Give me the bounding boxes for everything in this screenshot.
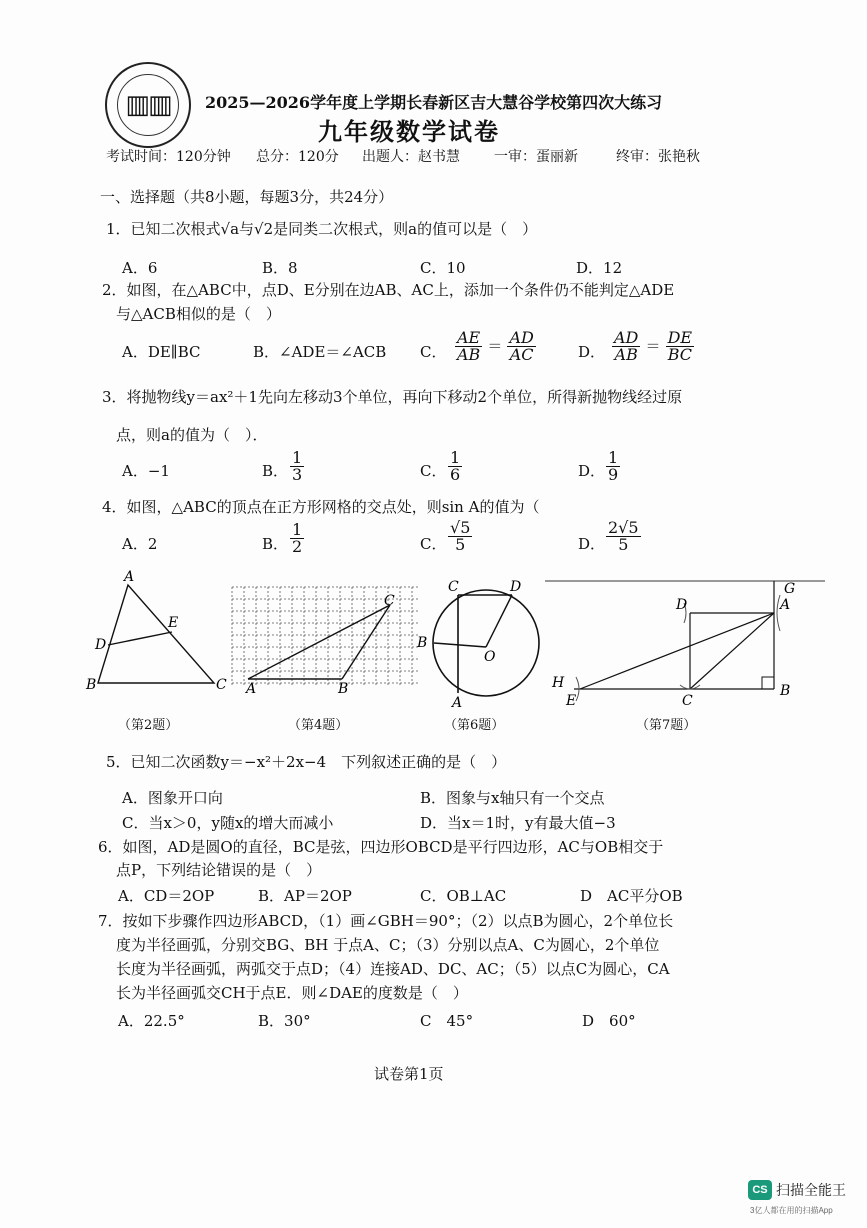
- camscanner-logo-icon: CS: [748, 1180, 772, 1200]
- fraction: [448, 520, 472, 553]
- fraction: [507, 330, 535, 363]
- section-heading: 一、选择题（共8小题，每题3分，共24分）: [100, 188, 394, 206]
- q1-option-b: B．8: [262, 259, 298, 277]
- triangle-abc: [98, 585, 214, 683]
- segment-bo: [434, 643, 486, 647]
- seal-center: [117, 74, 179, 136]
- question-7-stem-line4: 长为半径画弧交CH于点E．则∠DAE的度数是（ ）: [116, 984, 468, 1002]
- exam-time: 考试时间：120分钟: [106, 149, 231, 165]
- denominator: AB: [614, 345, 638, 364]
- q4-option-d: D．: [578, 535, 606, 553]
- q3-option-b: B．: [262, 462, 289, 480]
- q6-option-a: A．CD＝2OP: [118, 887, 215, 905]
- figure-6-caption: （第6题）: [444, 718, 505, 733]
- q3-option-c: C．: [420, 462, 447, 480]
- label-b: B: [780, 683, 791, 699]
- label-h: H: [552, 675, 565, 691]
- q6-option-b: B．AP＝2OP: [258, 887, 352, 905]
- segment-bc: [342, 605, 390, 679]
- exam-subtitle: 九年级数学试卷: [318, 117, 500, 146]
- fraction: [448, 450, 462, 483]
- numerator: 1: [292, 448, 303, 467]
- q4-option-c-value: [448, 520, 472, 553]
- denominator: AB: [456, 345, 481, 364]
- label-a: A: [780, 597, 791, 613]
- question-3-stem: 3．将抛物线y＝ax²＋1先向左移动3个单位，再向下移动2个单位，所得新抛物线经过原: [102, 388, 683, 406]
- numerator: AD: [509, 328, 534, 347]
- fraction: [455, 330, 482, 363]
- numerator: 1: [292, 520, 303, 539]
- figure-2-triangle: [85, 569, 227, 693]
- figure-4-grid: [232, 587, 418, 697]
- denominator: AC: [509, 345, 534, 364]
- label-e: E: [566, 693, 577, 709]
- fraction: [606, 450, 620, 483]
- label-b: B: [86, 677, 97, 693]
- label-c: C: [216, 677, 227, 693]
- circle-o: [433, 590, 539, 696]
- q4-option-b-value: [290, 522, 304, 555]
- q4-option-c: C．: [420, 535, 447, 553]
- question-7-stem: 7．按如下步骤作四边形ABCD，（1）画∠GBH＝90°；（2）以点B为圆心，2个单位长: [98, 912, 674, 930]
- denominator: BC: [667, 345, 692, 364]
- q5-option-c: C．当x＞0，y随x的增大而减小: [122, 814, 334, 832]
- camscanner-tagline: 3亿人都在用的扫描App: [750, 1206, 833, 1215]
- denominator: 5: [455, 535, 466, 554]
- q2-option-d: D．: [578, 343, 606, 361]
- question-6-stem: 6．如图，AD是圆O的直径，BC是弦，四边形OBCD是平行四边形，AC与OB相交于: [98, 838, 664, 856]
- numerator: 1: [450, 448, 461, 467]
- segment-ac: [248, 605, 390, 679]
- denominator: 2: [292, 537, 303, 556]
- numerator: AE: [457, 328, 481, 347]
- figure-7-caption: （第7题）: [636, 718, 697, 733]
- label-d: D: [510, 579, 522, 595]
- denominator: 3: [292, 465, 303, 484]
- label-c: C: [448, 579, 459, 595]
- label-d: D: [676, 597, 688, 613]
- q4-option-b: B．: [262, 535, 289, 553]
- q1-option-d: D．12: [576, 259, 623, 277]
- label-b: B: [417, 635, 428, 651]
- q2-option-b: B．∠ADE＝∠ACB: [253, 343, 387, 361]
- figure-6-circle: [416, 579, 539, 711]
- denominator: 9: [608, 465, 619, 484]
- q6-option-c: C．OB⊥AC: [420, 887, 507, 905]
- segment-ea: [580, 613, 774, 689]
- q5-option-b: B．图象与x轴只有一个交点: [420, 789, 605, 807]
- exam-title: 2025—2026学年度上学期长春新区吉大慧谷学校第四次大练习: [205, 93, 663, 112]
- segment-de: [108, 632, 172, 645]
- exam-score: 总分：120分: [256, 149, 339, 165]
- label-d: D: [95, 637, 107, 653]
- numerator: 2√5: [608, 518, 639, 537]
- q3-option-b-value: [290, 450, 304, 483]
- q5-option-d: D．当x＝1时，y有最大值−3: [420, 814, 616, 832]
- camscanner-name: 扫描全能王: [776, 1182, 846, 1198]
- q1-option-a: A．6: [122, 259, 158, 277]
- question-2-stem-cont: 与△ACB相似的是（ ）: [116, 305, 281, 323]
- label-c: C: [384, 593, 395, 609]
- label-e: E: [168, 615, 179, 631]
- figure-2-caption: （第2题）: [118, 718, 179, 733]
- fraction: [606, 520, 641, 553]
- fraction: [290, 522, 304, 555]
- q6-option-d: D AC平分OB: [580, 887, 683, 905]
- q2-option-c-expr: $\frac{AE}{AB}$ ＝ $\frac{AD}{AC}$: [456, 328, 534, 364]
- segment-ca: [690, 613, 774, 689]
- exam-author: 出题人：赵书慧: [362, 149, 460, 165]
- figures-row: [80, 565, 840, 715]
- final-reviewer: 终审：张艳秋: [616, 149, 700, 165]
- label-a: A: [124, 569, 135, 585]
- q3-option-a: A．−1: [122, 462, 170, 480]
- seal-emblem-icon: ▥▥: [125, 90, 171, 120]
- q4-option-d-value: [606, 520, 641, 553]
- figure-4-caption: （第4题）: [288, 718, 349, 733]
- numerator: AD: [614, 328, 639, 347]
- q2-option-c: C．: [420, 343, 447, 361]
- q7-option-c: C 45°: [420, 1012, 474, 1030]
- right-angle-mark: [762, 677, 774, 689]
- question-7-stem-line2: 度为半径画弧，分别交BG、BH 于点A、C；（3）分别以点A、C为圆心，2个单位: [116, 936, 660, 954]
- q3-option-d: D．: [578, 462, 606, 480]
- question-4-stem: 4．如图，△ABC的顶点在正方形网格的交点处，则sin A的值为（: [102, 498, 540, 516]
- q3-option-d-value: [606, 450, 620, 483]
- segment-do: [486, 595, 512, 647]
- q7-option-d: D 60°: [582, 1012, 636, 1030]
- question-6-stem-cont: 点P，下列结论错误的是（ ）: [116, 861, 322, 879]
- denominator: 6: [450, 465, 461, 484]
- question-2-stem: 2．如图，在△ABC中，点D、E分别在边AB、AC上，添加一个条件仍不能判定△ADE: [102, 281, 675, 299]
- question-5-stem: 5．已知二次函数y＝−x²＋2x−4 下列叙述正确的是（ ）: [106, 753, 507, 771]
- q2-option-d-expr: $\frac{AD}{AB}$ ＝ $\frac{DE}{BC}$: [614, 328, 693, 364]
- first-reviewer: 一审：蛋丽新: [494, 149, 578, 165]
- q3-option-c-value: [448, 450, 462, 483]
- question-7-stem-line3: 长度为半径画弧，两弧交于点D；（4）连接AD、DC、AC；（5）以点C为圆心，CA: [116, 960, 670, 978]
- label-a: A: [452, 695, 463, 711]
- q4-option-a: A．2: [122, 535, 158, 553]
- fraction: [666, 330, 695, 363]
- label-o: O: [484, 649, 496, 665]
- label-b: B: [338, 681, 349, 697]
- figure-7-construction: [545, 581, 825, 709]
- q7-option-a: A．22.5°: [118, 1012, 185, 1030]
- label-c: C: [682, 693, 693, 709]
- fraction: [612, 330, 640, 363]
- q1-option-c: C．10: [420, 259, 466, 277]
- q5-option-a: A．图象开口向: [122, 789, 223, 807]
- denominator: 5: [618, 535, 629, 554]
- q7-option-b: B．30°: [258, 1012, 311, 1030]
- numerator: DE: [667, 328, 693, 347]
- label-a: A: [246, 681, 257, 697]
- numerator: √5: [450, 518, 471, 537]
- q2-option-a: A．DE∥BC: [122, 343, 201, 361]
- fraction: [290, 450, 304, 483]
- question-1-stem: 1．已知二次根式√a与√2是同类二次根式，则a的值可以是（ ）: [106, 220, 538, 238]
- numerator: 1: [608, 448, 619, 467]
- school-seal-logo: [105, 62, 191, 148]
- label-g: G: [784, 581, 796, 597]
- page-number: 试卷第1页: [374, 1065, 444, 1083]
- question-3-stem-cont: 点，则a的值为（ ）．: [116, 426, 268, 444]
